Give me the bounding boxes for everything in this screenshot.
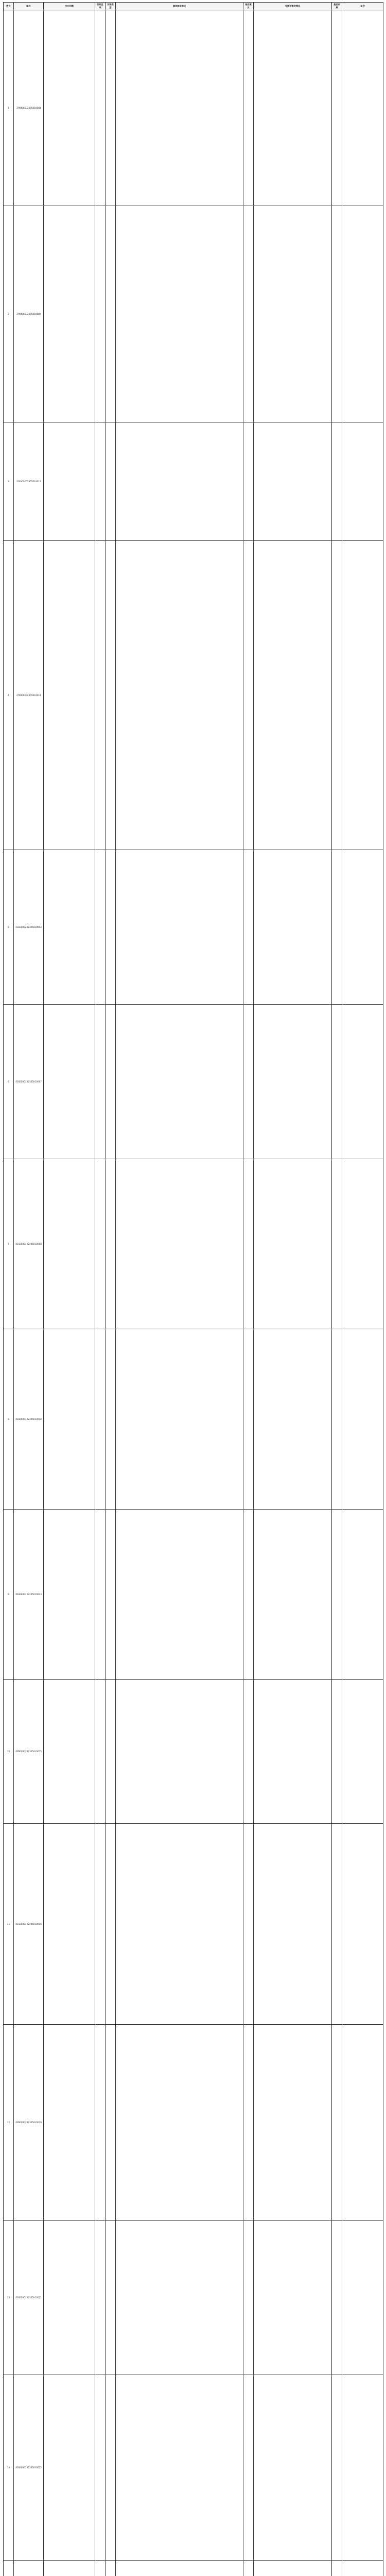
reported-issue bbox=[44, 2561, 95, 2576]
region-cell bbox=[95, 1510, 106, 1680]
handling-measures bbox=[254, 2221, 332, 2375]
row-number: 10 bbox=[4, 1680, 14, 1824]
verified-flag bbox=[243, 10, 254, 206]
column-header: 是否问责 bbox=[332, 3, 342, 10]
table-row bbox=[4, 2025, 383, 2221]
accountability-flag bbox=[332, 1510, 342, 1680]
investigation-findings bbox=[116, 1005, 243, 1159]
region-cell bbox=[95, 1824, 106, 2025]
reported-issue bbox=[44, 1159, 95, 1329]
case-code bbox=[14, 2561, 44, 2576]
accountability-flag bbox=[332, 206, 342, 422]
region-cell bbox=[95, 1680, 106, 1824]
accountability-flag bbox=[332, 2375, 342, 2561]
row-number: 7 bbox=[4, 1159, 14, 1329]
accountability-flag bbox=[332, 1329, 342, 1510]
handling-measures bbox=[254, 2375, 332, 2561]
remarks-cell bbox=[342, 2025, 383, 2221]
remarks-cell bbox=[342, 1824, 383, 2025]
verified-flag bbox=[243, 1159, 254, 1329]
column-header: 序号 bbox=[4, 3, 14, 10]
remarks-cell bbox=[342, 2221, 383, 2375]
region-cell bbox=[95, 10, 106, 206]
row-number: 3 bbox=[4, 422, 14, 541]
region-cell bbox=[95, 2221, 106, 2375]
handling-measures bbox=[254, 2561, 332, 2576]
accountability-flag bbox=[332, 2025, 342, 2221]
accountability-flag bbox=[332, 1005, 342, 1159]
region-cell bbox=[95, 206, 106, 422]
investigation-findings bbox=[116, 1824, 243, 2025]
column-header: 污染类型 bbox=[106, 3, 116, 10]
remarks-cell bbox=[342, 2375, 383, 2561]
table-row bbox=[4, 2221, 383, 2375]
complaint-table bbox=[3, 2, 383, 2576]
row-number: 8 bbox=[4, 1329, 14, 1510]
case-code: X3S0000202305010021 bbox=[14, 2221, 44, 2375]
pollution-type bbox=[106, 850, 116, 1005]
handling-measures bbox=[254, 1680, 332, 1824]
verified-flag bbox=[243, 422, 254, 541]
remarks-cell bbox=[342, 541, 383, 850]
handling-measures bbox=[254, 1510, 332, 1680]
verified-flag bbox=[243, 206, 254, 422]
table-row bbox=[4, 1159, 383, 1329]
accountability-flag bbox=[332, 1824, 342, 2025]
reported-issue bbox=[44, 1005, 95, 1159]
verified-flag bbox=[243, 1329, 254, 1510]
investigation-findings bbox=[116, 422, 243, 541]
investigation-findings bbox=[116, 1329, 243, 1510]
handling-measures bbox=[254, 2025, 332, 2221]
verified-flag bbox=[243, 541, 254, 850]
column-header: 编号 bbox=[14, 3, 44, 10]
row-number bbox=[4, 2561, 14, 2576]
accountability-flag bbox=[332, 10, 342, 206]
investigation-findings bbox=[116, 2025, 243, 2221]
remarks-cell bbox=[342, 1680, 383, 1824]
case-code: X3S0000202305010008 bbox=[14, 1159, 44, 1329]
region-cell bbox=[95, 541, 106, 850]
table-row bbox=[4, 422, 383, 541]
case-code: 370000202305010003 bbox=[14, 10, 44, 206]
table-row bbox=[4, 10, 383, 206]
case-code: X3S0000202305010007 bbox=[14, 1005, 44, 1159]
investigation-findings bbox=[116, 2561, 243, 2576]
remarks-cell bbox=[342, 1510, 383, 1680]
row-number: 6 bbox=[4, 1005, 14, 1159]
row-number: 4 bbox=[4, 541, 14, 850]
accountability-flag bbox=[332, 850, 342, 1005]
case-code: 370000202305010018 bbox=[14, 541, 44, 850]
accountability-flag bbox=[332, 2221, 342, 2375]
reported-issue bbox=[44, 206, 95, 422]
reported-issue bbox=[44, 850, 95, 1005]
reported-issue bbox=[44, 2375, 95, 2561]
pollution-type bbox=[106, 1159, 116, 1329]
handling-measures bbox=[254, 206, 332, 422]
remarks-cell bbox=[342, 1329, 383, 1510]
accountability-flag bbox=[332, 422, 342, 541]
pollution-type bbox=[106, 1824, 116, 2025]
table-row bbox=[4, 206, 383, 422]
investigation-findings bbox=[116, 10, 243, 206]
reported-issue bbox=[44, 541, 95, 850]
remarks-cell bbox=[342, 2561, 383, 2576]
accountability-flag bbox=[332, 1159, 342, 1329]
remarks-cell bbox=[342, 850, 383, 1005]
pollution-type bbox=[106, 1680, 116, 1824]
handling-measures bbox=[254, 422, 332, 541]
row-number: 13 bbox=[4, 2221, 14, 2375]
remarks-cell bbox=[342, 1159, 383, 1329]
handling-measures bbox=[254, 1005, 332, 1159]
case-code: X3S0000202305010003 bbox=[14, 850, 44, 1005]
column-header: 调查核实情况 bbox=[116, 3, 243, 10]
reported-issue bbox=[44, 1680, 95, 1824]
region-cell bbox=[95, 1329, 106, 1510]
pollution-type bbox=[106, 2221, 116, 2375]
pollution-type bbox=[106, 1329, 116, 1510]
column-header: 处理和整改情况 bbox=[254, 3, 332, 10]
table-row bbox=[4, 541, 383, 850]
pollution-type bbox=[106, 422, 116, 541]
remarks-cell bbox=[342, 10, 383, 206]
remarks-cell bbox=[342, 206, 383, 422]
case-code: 370000202305010012 bbox=[14, 422, 44, 541]
case-code: X3S0000202305010022 bbox=[14, 2375, 44, 2561]
reported-issue bbox=[44, 2221, 95, 2375]
pollution-type bbox=[106, 10, 116, 206]
pollution-type bbox=[106, 2561, 116, 2576]
remarks-cell bbox=[342, 422, 383, 541]
handling-measures bbox=[254, 10, 332, 206]
table-row bbox=[4, 1680, 383, 1824]
verified-flag bbox=[243, 2561, 254, 2576]
row-number: 11 bbox=[4, 1824, 14, 2025]
verified-flag bbox=[243, 2221, 254, 2375]
verified-flag bbox=[243, 2375, 254, 2561]
table-row bbox=[4, 2375, 383, 2561]
handling-measures bbox=[254, 1159, 332, 1329]
table-body bbox=[4, 10, 383, 2576]
remarks-cell bbox=[342, 1005, 383, 1159]
reported-issue bbox=[44, 1824, 95, 2025]
pollution-type bbox=[106, 2025, 116, 2221]
column-header: 备注 bbox=[342, 3, 383, 10]
column-header: 交办问题 bbox=[44, 3, 95, 10]
handling-measures bbox=[254, 1329, 332, 1510]
table-header bbox=[4, 3, 383, 10]
table-row bbox=[4, 1005, 383, 1159]
case-code: X3S0000202305010016 bbox=[14, 1824, 44, 2025]
investigation-findings bbox=[116, 541, 243, 850]
handling-measures bbox=[254, 541, 332, 850]
table-row bbox=[4, 850, 383, 1005]
pollution-type bbox=[106, 541, 116, 850]
verified-flag bbox=[243, 1680, 254, 1824]
verified-flag bbox=[243, 850, 254, 1005]
region-cell bbox=[95, 1159, 106, 1329]
region-cell bbox=[95, 422, 106, 541]
region-cell bbox=[95, 850, 106, 1005]
reported-issue bbox=[44, 422, 95, 541]
row-number: 12 bbox=[4, 2025, 14, 2221]
investigation-findings bbox=[116, 1159, 243, 1329]
row-number: 14 bbox=[4, 2375, 14, 2561]
table-row bbox=[4, 1510, 383, 1680]
reported-issue bbox=[44, 10, 95, 206]
column-header: 是否属实 bbox=[243, 3, 254, 10]
verified-flag bbox=[243, 1824, 254, 2025]
case-code: X3S0000202305010010 bbox=[14, 1329, 44, 1510]
header-row bbox=[4, 3, 383, 10]
accountability-flag bbox=[332, 541, 342, 850]
region-cell bbox=[95, 1005, 106, 1159]
table-row bbox=[4, 2561, 383, 2576]
pollution-type bbox=[106, 2375, 116, 2561]
accountability-flag bbox=[332, 1680, 342, 1824]
case-code: X3S0000202305010013 bbox=[14, 1510, 44, 1680]
region-cell bbox=[95, 2561, 106, 2576]
row-number: 1 bbox=[4, 10, 14, 206]
verified-flag bbox=[243, 1510, 254, 1680]
column-header: 行政区域 bbox=[95, 3, 106, 10]
handling-measures bbox=[254, 850, 332, 1005]
table-row bbox=[4, 1824, 383, 2025]
row-number: 5 bbox=[4, 850, 14, 1005]
handling-measures bbox=[254, 1824, 332, 2025]
verified-flag bbox=[243, 2025, 254, 2221]
region-cell bbox=[95, 2375, 106, 2561]
reported-issue bbox=[44, 1510, 95, 1680]
case-code: X3S0000202305010019 bbox=[14, 2025, 44, 2221]
accountability-flag bbox=[332, 2561, 342, 2576]
investigation-findings bbox=[116, 2375, 243, 2561]
case-code: X3S0000202305010015 bbox=[14, 1680, 44, 1824]
reported-issue bbox=[44, 2025, 95, 2221]
reported-issue bbox=[44, 1329, 95, 1510]
pollution-type bbox=[106, 1510, 116, 1680]
investigation-findings bbox=[116, 206, 243, 422]
row-number: 2 bbox=[4, 206, 14, 422]
pollution-type bbox=[106, 206, 116, 422]
table-row bbox=[4, 1329, 383, 1510]
region-cell bbox=[95, 2025, 106, 2221]
case-code: 370000202305010009 bbox=[14, 206, 44, 422]
investigation-findings bbox=[116, 850, 243, 1005]
investigation-findings bbox=[116, 1680, 243, 1824]
row-number: 9 bbox=[4, 1510, 14, 1680]
investigation-findings bbox=[116, 2221, 243, 2375]
investigation-findings bbox=[116, 1510, 243, 1680]
verified-flag bbox=[243, 1005, 254, 1159]
pollution-type bbox=[106, 1005, 116, 1159]
